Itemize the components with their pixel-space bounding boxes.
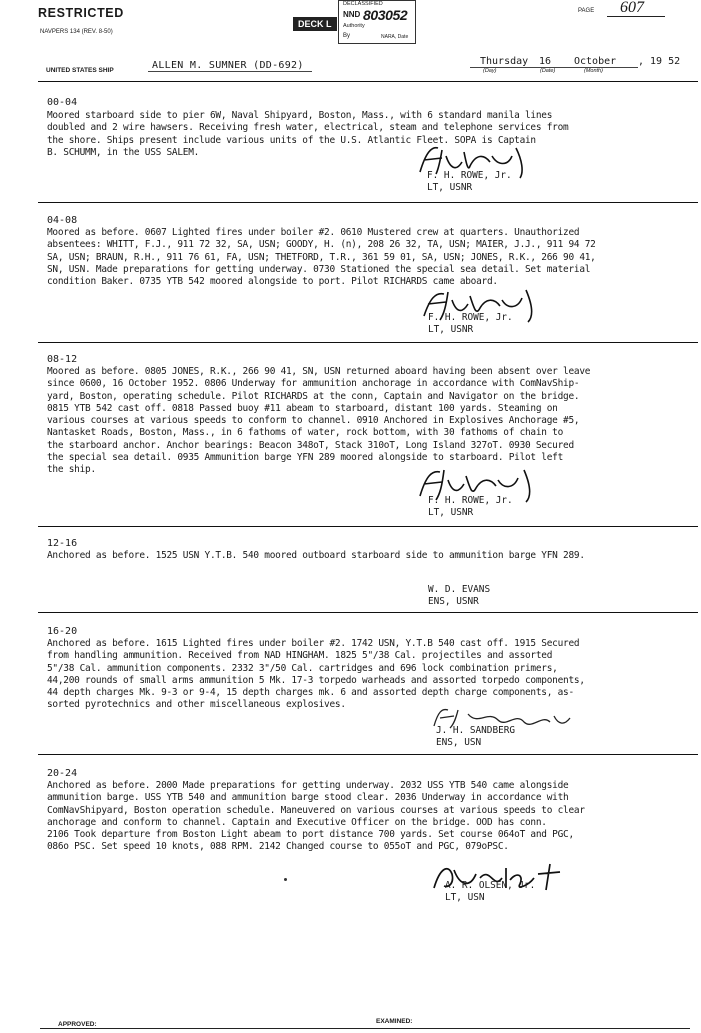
entry-line: SA, USN; BRAUN, R.H., 911 76 61, FA, USN; THETFORD, T.R., 361 59 01, SA, USN; JONES, R.K., 266 90 41, (47, 251, 596, 263)
entry-line: 2106 Took departure from Boston Light abeam to port distance 700 yards. Set course 064oT and PGC, (47, 829, 574, 841)
entry-line: 086o PSC. Set speed 10 knots, 088 RPM. 2142 Changed course to 055oT and PGC, 079oPSC. (47, 841, 509, 853)
entry-line: from handling ammunition. Received from NAD HINGHAM. 1825 5"/38 Cal. projectiles and assorted (47, 650, 553, 662)
year-value: , 19 52 (638, 56, 681, 67)
log-entry (47, 550, 701, 562)
page-number: 607 (620, 0, 644, 16)
entry-line: since 0600, 16 October 1952. 0806 Underway for ammunition anchorage in accordance with ComNavShip- (47, 378, 580, 390)
entry-line: ComNavShipyard, Boston operation schedule. Maneuvered on various courses at various speeds to clear (47, 804, 585, 816)
signer-name: F. H. ROWE, Jr. (428, 312, 513, 323)
approved-label: APPROVED: (58, 1021, 97, 1028)
watch-heading: 08-12 (47, 354, 78, 365)
footer-rule (40, 1028, 690, 1029)
entry-line: Anchored as before. 2000 Made preparations for getting underway. 2032 USS YTB 540 came alongside (47, 780, 569, 791)
month-caption: (Month) (584, 68, 603, 74)
watch-rule (38, 754, 698, 755)
examined-label: EXAMINED: (376, 1018, 413, 1025)
ship-label: UNITED STATES SHIP (46, 67, 114, 74)
log-entry (47, 110, 701, 159)
watch-rule (38, 612, 698, 613)
ship-name: ALLEN M. SUMNER (DD-692) (152, 60, 304, 71)
log-entry (47, 638, 701, 712)
signer-name: F. H. ROWE, Jr. (428, 495, 513, 506)
nnd-label: NND (343, 10, 361, 19)
date-value: 16 (539, 56, 552, 67)
signer-name: F. H. ROWE, Jr. (427, 170, 512, 181)
nnd-number: 803052 (363, 7, 408, 23)
watch-heading: 00-04 (47, 97, 78, 108)
date-caption: (Date) (540, 68, 556, 74)
nara-date-label: NARA, Date (381, 34, 409, 40)
entry-line: sorted pyrotechnics and other miscellaneous explosives. (47, 699, 346, 711)
signer-block (428, 312, 513, 336)
signer-rank: LT, USNR (428, 507, 474, 518)
signer-rank: LT, USNR (428, 324, 474, 335)
entry-line: yard, Boston, operating schedule. Pilot RICHARDS at the conn, Captain and Navigator on the bridge. (47, 390, 580, 402)
day-value: Thursday (480, 56, 529, 67)
entry-line: Moored as before. 0805 JONES, R.K., 266 90 41, SN, USN returned aboard having been absent over leave (47, 366, 591, 377)
month-value: October (574, 56, 617, 67)
watch-heading: 16-20 (47, 626, 78, 637)
signer-rank: LT, USNR (427, 182, 473, 193)
watch-heading: 20-24 (47, 768, 78, 779)
entry-line: the special sea detail. 0935 Ammunition barge YFN 289 moored alongside to starboard. Pilot left (47, 452, 564, 464)
entry-line: absentees: WHITT, F.J., 911 72 32, SA, USN; GOODY, H. (n), 208 26 32, TA, USN; MAIER, J.J., 911 94 72 (47, 239, 596, 251)
signer-name: J. H. SANDBERG (436, 725, 516, 736)
deck-log-label: DECK L (293, 17, 337, 31)
signer-rank: ENS, USNR (428, 596, 479, 607)
signer-block (428, 584, 490, 608)
entry-line: the starboard anchor. Anchor bearings: Beacon 348oT, Stack 310oT, Long Island 327oT. 0930 Secured (47, 439, 574, 451)
classification-header: RESTRICTED (38, 6, 124, 20)
header-rule (38, 81, 698, 82)
entry-line: 44 depth charges Mk. 9-3 or 9-4, 15 depth charges mk. 6 and assorted depth charge components, as- (47, 687, 574, 699)
entry-line: the ship. (47, 464, 96, 476)
signer-name: A. R. OLSEN, Jr. (445, 880, 536, 891)
watch-rule (38, 342, 698, 343)
log-entry (47, 227, 701, 288)
entry-line: ammunition barge. USS YTB 540 and ammunition barge stood clear. 2036 Underway in accordance with (47, 792, 569, 804)
entry-line: Anchored as before. 1525 USN Y.T.B. 540 moored outboard starboard side to ammunition barge YFN 289. (47, 550, 585, 561)
log-entry (47, 780, 701, 854)
watch-rule (38, 202, 698, 203)
signer-block (445, 880, 535, 904)
entry-line: Moored starboard side to pier 6W, Naval Shipyard, Boston, Mass., with 6 standard manila lines (47, 110, 553, 121)
entry-line: 44,200 rounds of small arms ammunition 5 Mk. 17-3 torpedo warheads and assorted torpedo components, (47, 674, 585, 686)
entry-line: Nantasket Roads, Boston, Mass., in 6 fathoms of water, rock bottom, with 30 fathoms of chain to (47, 427, 564, 439)
declassified-label: DECLASSIFIED (343, 1, 383, 7)
entry-line: the shore. Ships present include various units of the U.S. Atlantic Fleet. SOPA is Captain (47, 134, 536, 146)
signer-block (427, 170, 512, 194)
entry-line: Anchored as before. 1615 Lighted fires under boiler #2. 1742 USN, Y.T.B 540 cast off. 1915 Secured (47, 638, 580, 649)
entry-line: condition Baker. 0735 YTB 542 moored alongside to port. Pilot RICHARDS came aboard. (47, 276, 498, 288)
signer-block (436, 725, 515, 749)
entry-line: 5"/38 Cal. ammunition components. 2332 3"/50 Cal. cartridges and 696 lock combination primers, (47, 662, 558, 674)
form-number: NAVPERS 134 (REV. 8-50) (40, 29, 113, 35)
page-label: PAGE (578, 8, 595, 14)
log-entry (47, 366, 701, 477)
entry-line: 0815 YTB 542 cast off. 0818 Passed buoy #11 abeam to starboard, distant 100 yards. Steaming on (47, 402, 558, 414)
signer-rank: LT, USN (445, 892, 485, 903)
entry-line: various courses at various speeds to conform to channel. 0910 Anchored in Explosives Anchorage #5, (47, 415, 580, 427)
watch-rule (38, 526, 698, 527)
declassification-stamp (285, 0, 425, 54)
ship-underline (148, 71, 312, 72)
ink-speck (284, 878, 287, 881)
watch-heading: 12-16 (47, 538, 78, 549)
by-label: By (343, 33, 351, 39)
entry-line: B. SCHUMM, in the USS SALEM. (47, 146, 200, 158)
signer-block (428, 495, 513, 519)
signer-name: W. D. EVANS (428, 584, 491, 595)
entry-line: anchorage and conform to channel. Captain and Executive Officer on the bridge. OOD has conn. (47, 816, 547, 828)
entry-line: Moored as before. 0607 Lighted fires under boiler #2. 0610 Mustered crew at quarters. Unauthorized (47, 227, 580, 238)
day-caption: (Day) (483, 68, 497, 74)
entry-line: doubled and 2 wire hawsers. Receiving fresh water, electrical, steam and telephone services from (47, 122, 569, 134)
watch-heading: 04-08 (47, 215, 78, 226)
authority-label: Authority (343, 23, 365, 29)
entry-line: SN, USN. Made preparations for getting underway. 0730 Stationed the special sea detail. Set material (47, 263, 591, 275)
signer-rank: ENS, USN (436, 737, 482, 748)
